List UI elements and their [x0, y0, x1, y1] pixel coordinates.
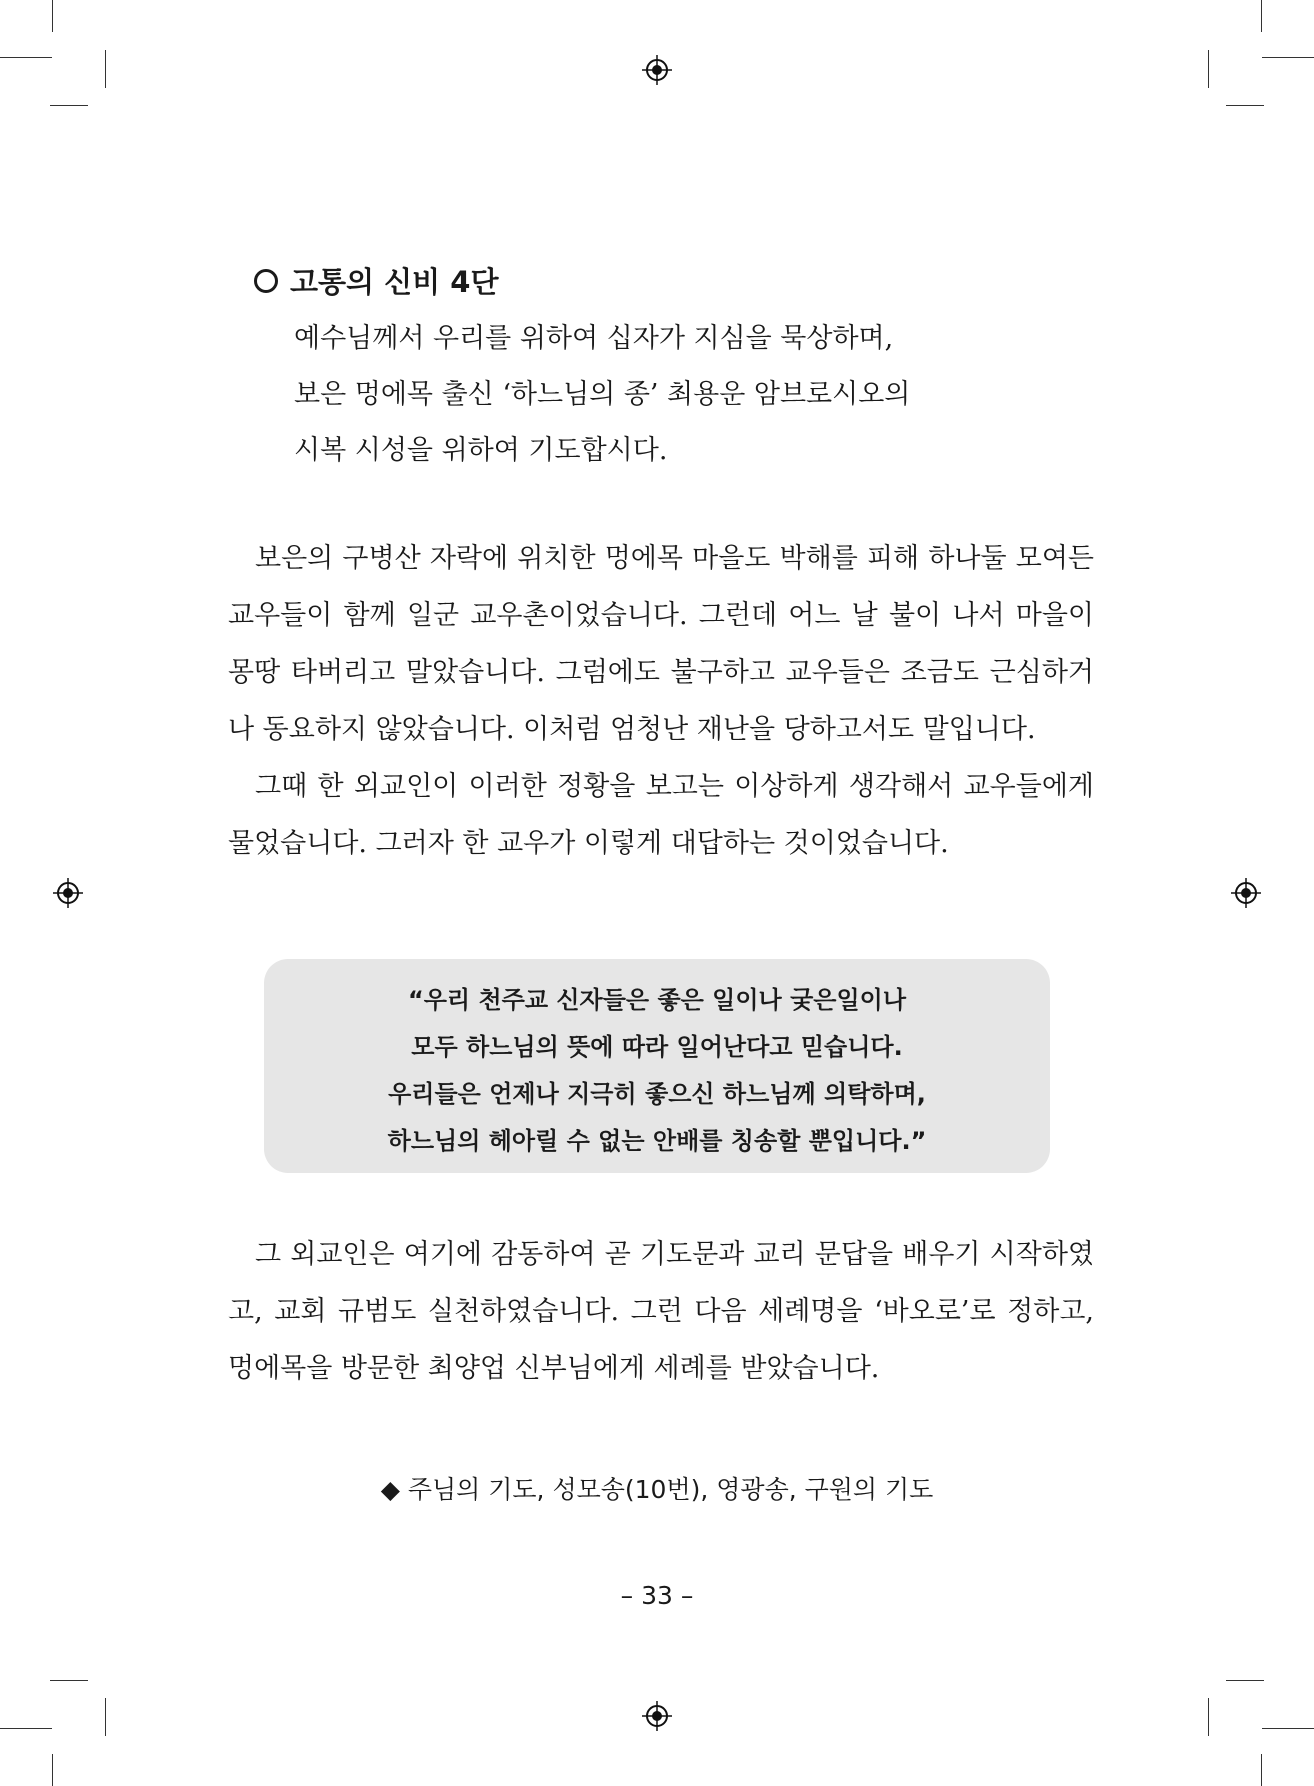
meditation-intro — [294, 311, 910, 479]
registration-mark-icon — [642, 1701, 672, 1731]
quote-line: 우리들은 언제나 지극히 좋으신 하느님께 의탁하며, — [388, 1080, 926, 1108]
meditation-line: 시복 시성을 위하여 기도합시다. — [294, 435, 668, 466]
crop-mark — [105, 1698, 106, 1736]
registration-mark-icon — [53, 878, 83, 908]
story-paragraph: 그때 한 외교인이 이러한 정황을 보고는 이상하게 생각해서 교우들에게 물었습니다. 그러자 한 교우가 이렇게 대답하는 것이었습니다. — [228, 771, 1094, 859]
prayer-list: ◆ 주님의 기도, 성모송(10번), 영광송, 구원의 기도 — [380, 1475, 934, 1504]
crop-mark — [50, 105, 88, 106]
page-number: – 33 – — [620, 1581, 694, 1610]
crop-mark — [50, 1680, 88, 1681]
quote-line: 모두 하느님의 뜻에 따라 일어난다고 믿습니다. — [411, 1033, 903, 1061]
meditation-line: 예수님께서 우리를 위하여 십자가 지심을 묵상하며, — [294, 323, 894, 354]
crop-mark — [1261, 0, 1262, 32]
crop-mark — [1226, 105, 1264, 106]
story-text — [228, 530, 1094, 872]
registration-mark-icon — [642, 55, 672, 85]
story-paragraph: 보은의 구병산 자락에 위치한 멍에목 마을도 박해를 피해 하나둘 모여든 교우들이 함께 일군 교우촌이었습니다. 그런데 어느 날 불이 나서 마을이 몽땅 타버리고 말았습니다. 그럼에도 불구하고 교우들은 조금도 근심하거나 동요하지 않았습니다. 이처럼 엄청난 재난을 당하고서도 말입니다. — [228, 543, 1094, 745]
closing-text — [228, 1226, 1094, 1397]
crop-mark — [105, 50, 106, 88]
crop-mark — [52, 1754, 53, 1786]
crop-mark — [1208, 1698, 1209, 1736]
closing-paragraph: 그 외교인은 여기에 감동하여 곧 기도문과 교리 문답을 배우기 시작하였고, 교회 규범도 실천하였습니다. 그런 다음 세례명을 ‘바오로’로 정하고, 멍에목을 방문한 최양업 신부님에게 세례를 받았습니다. — [228, 1239, 1094, 1384]
crop-mark — [52, 0, 53, 32]
crop-mark — [1208, 50, 1209, 88]
meditation-line: 보은 멍에목 출신 ‘하느님의 종’ 최용운 암브로시오의 — [294, 379, 911, 410]
quote-line: “우리 천주교 신자들은 좋은 일이나 궂은일이나 — [407, 986, 907, 1014]
quote-box — [264, 959, 1050, 1173]
crop-mark — [1261, 1754, 1262, 1786]
crop-mark — [1262, 57, 1314, 58]
crop-mark — [1226, 1680, 1264, 1681]
crop-mark — [0, 57, 52, 58]
crop-mark — [1262, 1728, 1314, 1729]
circle-bullet-icon — [254, 269, 278, 293]
registration-mark-icon — [1231, 878, 1261, 908]
mystery-heading — [254, 262, 498, 302]
quote-line: 하느님의 헤아릴 수 없는 안배를 칭송할 뿐입니다.” — [387, 1127, 927, 1155]
mystery-title: 고통의 신비 4단 — [290, 265, 499, 299]
crop-mark — [0, 1728, 52, 1729]
